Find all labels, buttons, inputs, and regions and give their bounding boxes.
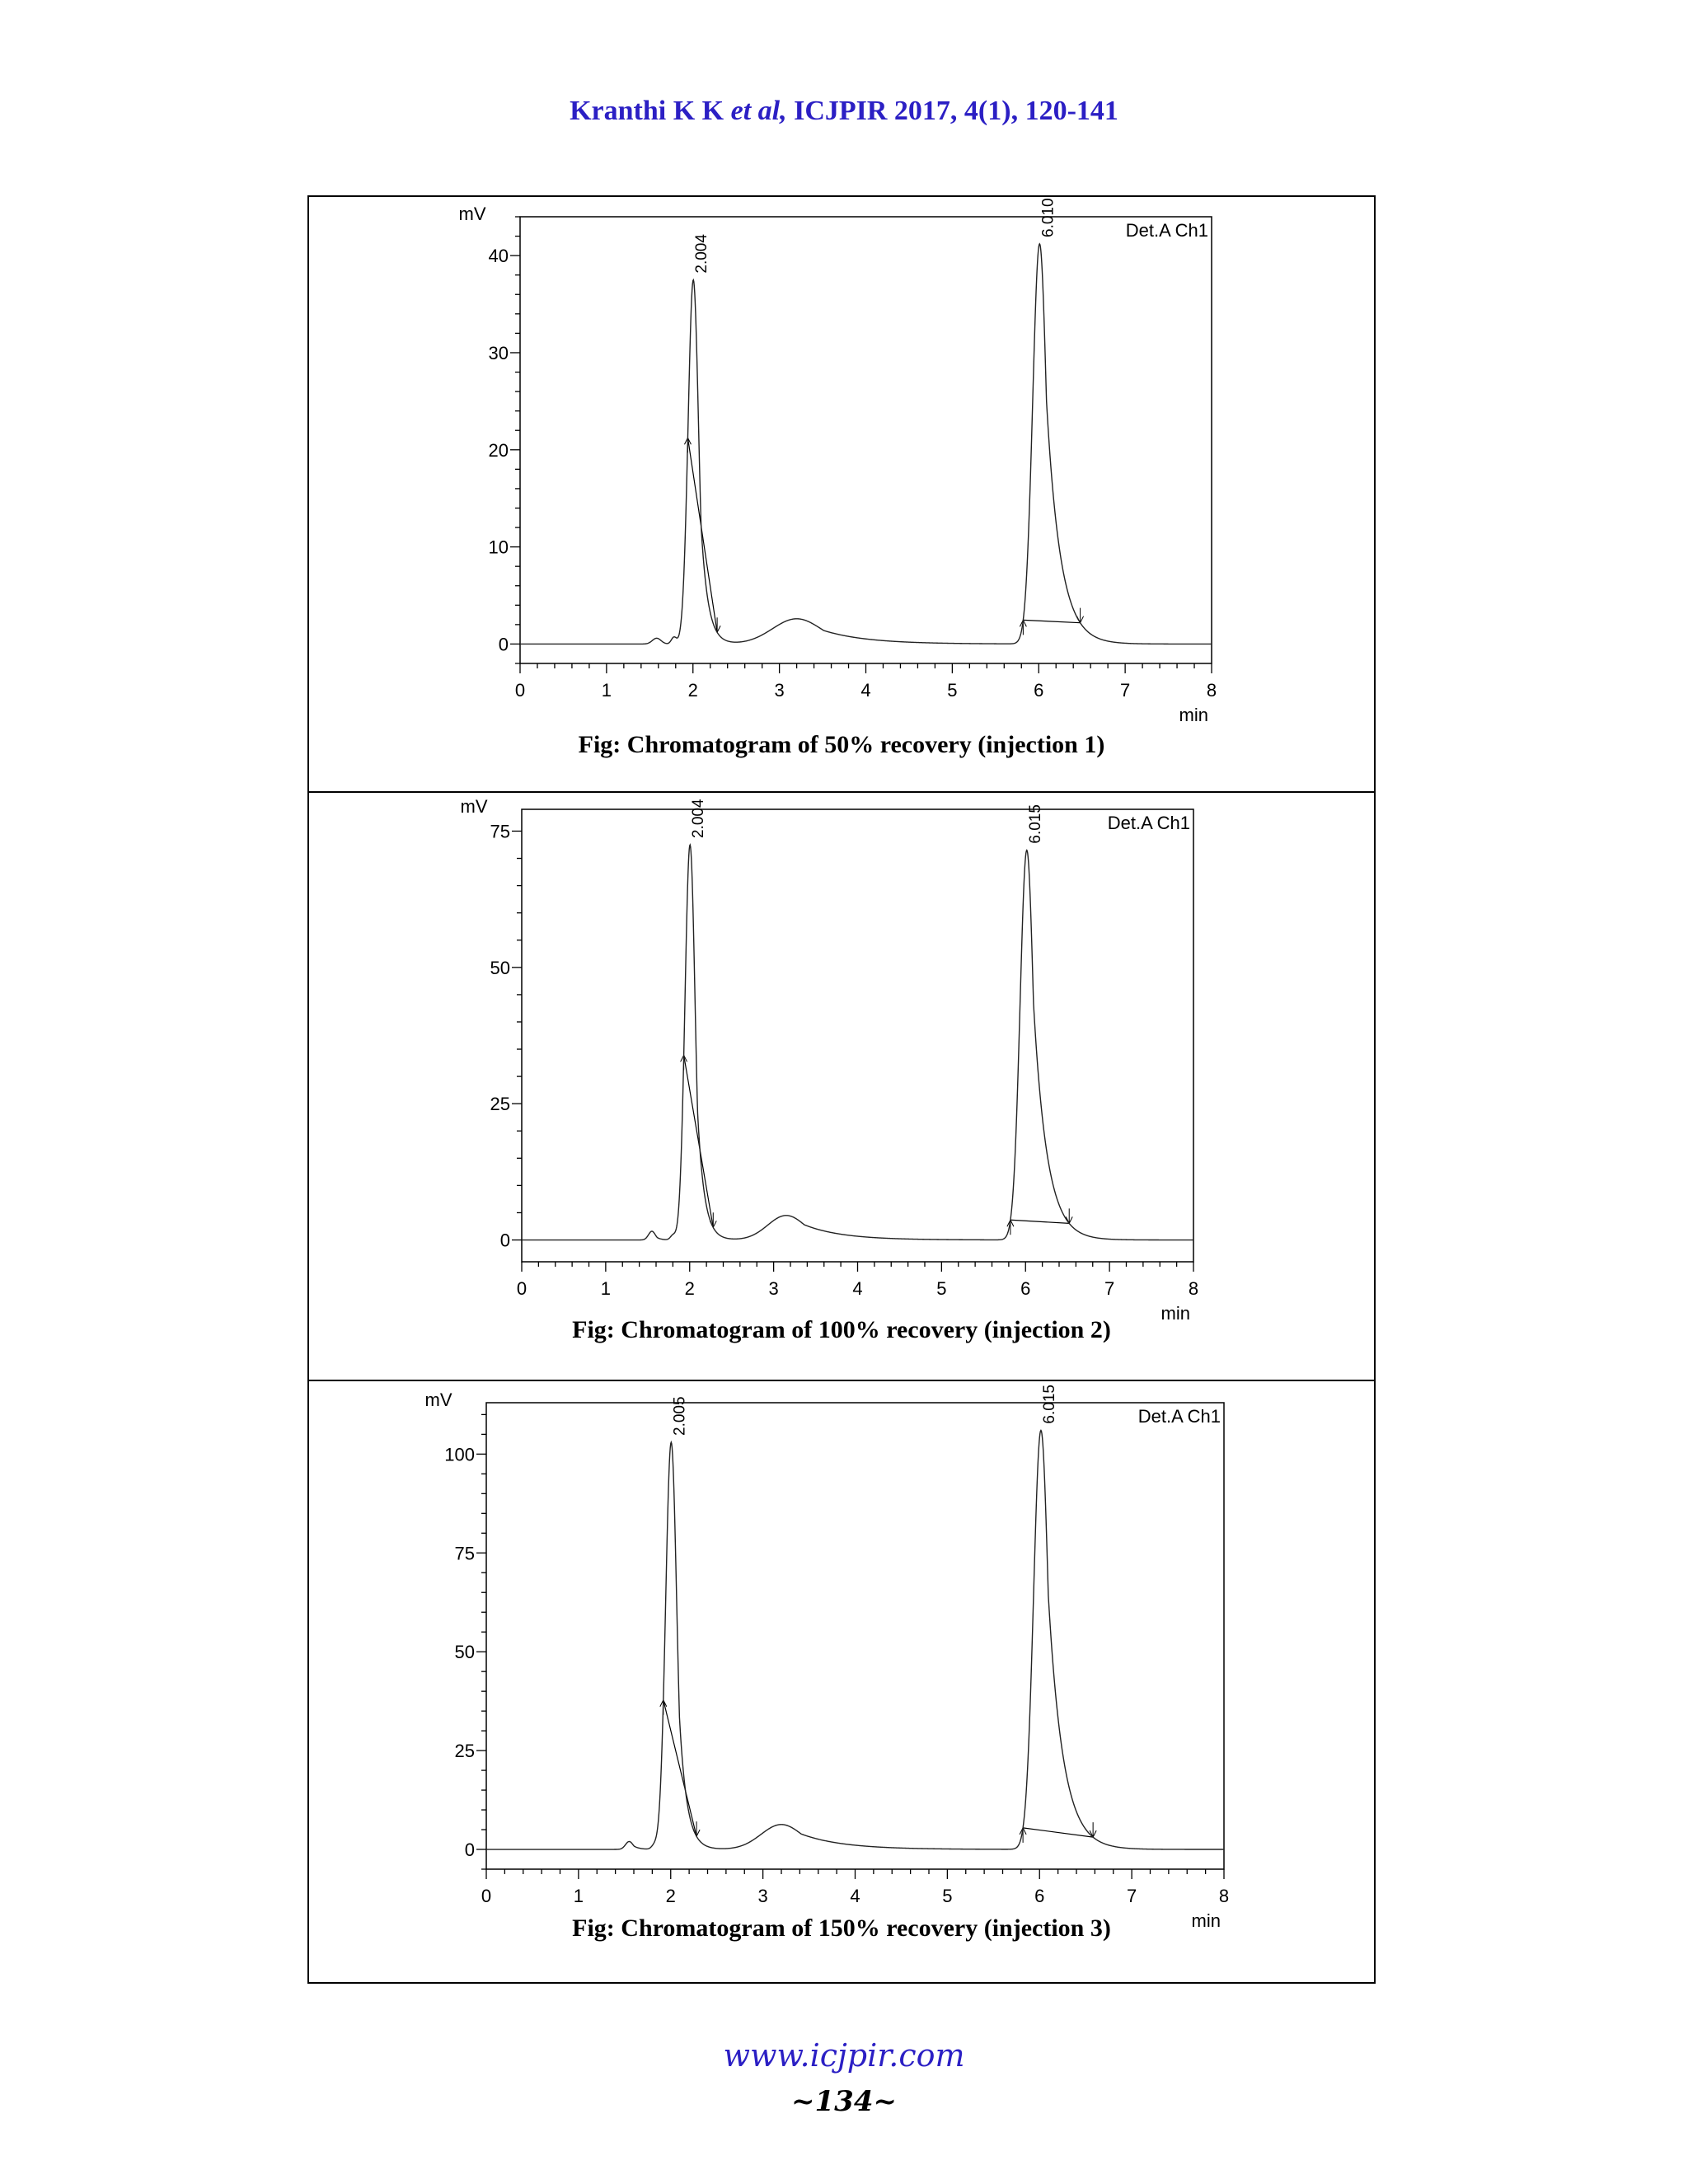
x-tick-label: 6 [1034,680,1044,701]
chromatogram-trace [522,845,1193,1240]
y-tick-label: 30 [488,342,509,363]
peak-rt-label: 6.015 [1040,1385,1058,1424]
x-tick-label: 8 [1188,1278,1199,1299]
y-tick-label: 25 [490,1094,510,1115]
page-number: ~134~ [791,2085,897,2118]
x-tick-label: 1 [573,1886,584,1906]
y-tick-label: 25 [454,1741,475,1762]
footer-url: www.icjpir.com [723,2037,965,2074]
plot-area [461,796,1199,1324]
chromatogram-trace [520,244,1212,644]
x-tick-label: 4 [860,680,871,701]
y-tick-label: 20 [488,439,509,461]
integration-baseline [687,438,717,632]
legend-label: Det.A Ch1 [1125,220,1208,241]
x-axis-label: min [1179,705,1208,725]
chromatogram-trace [486,1431,1224,1850]
header-authors: Kranthi K K [570,96,731,126]
legend-label: Det.A Ch1 [1107,813,1190,833]
peak-rt-label: 2.005 [671,1396,689,1436]
figure-frame [307,195,1376,1984]
x-tick-label: 3 [774,680,785,701]
x-tick-label: 7 [1120,680,1131,701]
x-tick-label: 8 [1218,1886,1230,1906]
peak-rt-label: 6.015 [1026,804,1044,844]
chromatogram-panel-1 [309,197,1374,793]
running-header [0,96,1688,127]
y-tick-label: 0 [499,1230,510,1251]
y-tick-label: 50 [454,1642,475,1663]
plot-area [459,198,1217,725]
x-tick-label: 2 [684,1278,695,1299]
x-tick-label: 4 [852,1278,863,1299]
x-tick-label: 6 [1020,1278,1031,1299]
x-tick-label: 0 [516,1278,528,1299]
header-citation: ICJPIR 2017, 4(1), 120-141 [786,96,1118,126]
y-axis-label: mV [458,204,486,224]
peak-rt-label: 2.004 [690,799,708,838]
peak-end-marker [1077,608,1084,623]
y-tick-label: 40 [488,246,509,267]
y-tick-label: 0 [498,634,509,655]
peak-rt-label: 6.010 [1039,198,1057,237]
y-axis-label: mV [424,1390,452,1410]
plot-area [425,1385,1230,1931]
integration-baseline [684,1055,714,1227]
x-tick-label: 0 [514,680,526,701]
chromatogram-chart-1 [309,197,1374,793]
x-axis-label: min [1191,1910,1221,1931]
caption-1: Fig: Chromatogram of 50% recovery (injection 1) [578,731,1105,758]
integration-baseline [1023,1828,1093,1837]
x-tick-label: 2 [665,1886,676,1906]
peak-rt-label: 2.004 [693,234,711,274]
x-tick-label: 5 [942,1886,953,1906]
x-tick-label: 8 [1206,680,1217,701]
x-tick-label: 4 [850,1886,860,1906]
x-axis-label: min [1160,1303,1190,1324]
chromatogram-panel-3 [309,1381,1374,1982]
x-tick-label: 2 [687,680,698,701]
legend-label: Det.A Ch1 [1137,1406,1221,1427]
y-axis-label: mV [460,796,488,817]
x-tick-label: 0 [481,1886,492,1906]
x-tick-label: 7 [1104,1278,1115,1299]
integration-baseline [1023,620,1080,622]
x-tick-label: 3 [768,1278,779,1299]
chromatogram-chart-3 [309,1381,1374,1982]
caption-3: Fig: Chromatogram of 150% recovery (injection 3) [572,1915,1111,1942]
integration-baseline [1010,1220,1069,1223]
x-tick-label: 1 [600,1278,611,1299]
x-tick-label: 7 [1127,1886,1137,1906]
x-tick-label: 6 [1034,1886,1045,1906]
y-tick-label: 75 [490,821,510,842]
y-tick-label: 50 [490,957,510,978]
x-tick-label: 5 [947,680,958,701]
plot-frame [520,217,1212,663]
plot-frame [522,809,1193,1262]
plot-frame [486,1403,1224,1869]
y-tick-label: 100 [444,1444,475,1465]
y-tick-label: 10 [488,537,509,558]
header-etal: et al, [730,96,787,126]
x-tick-label: 5 [936,1278,947,1299]
x-tick-label: 3 [757,1886,768,1906]
x-tick-label: 1 [601,680,612,701]
y-tick-label: 0 [464,1840,475,1861]
caption-2: Fig: Chromatogram of 100% recovery (injection 2) [572,1316,1111,1343]
chromatogram-chart-2 [309,793,1374,1381]
y-tick-label: 75 [454,1543,475,1564]
chromatogram-panel-2 [309,793,1374,1381]
